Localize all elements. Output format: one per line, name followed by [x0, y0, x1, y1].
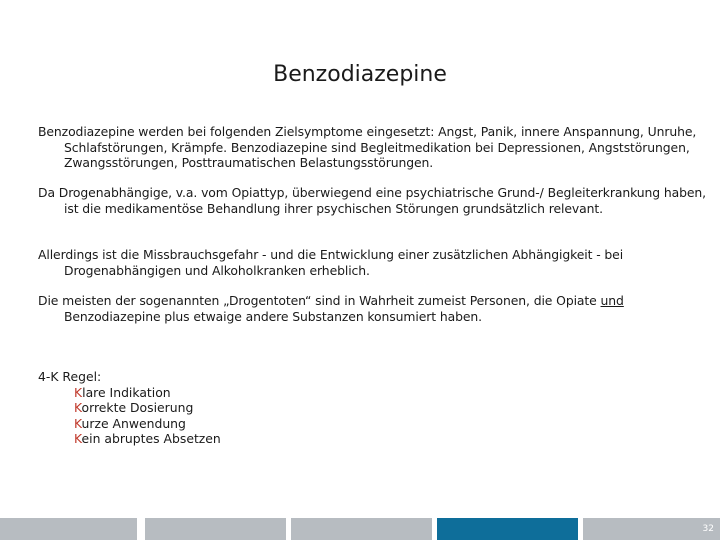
footer-segment	[0, 518, 137, 540]
rule-k-letter: K	[74, 415, 82, 431]
rule-k-letter: K	[74, 431, 82, 446]
rule-k-letter: K	[74, 400, 82, 415]
rule-item-text: urze Anwendung	[81, 415, 186, 431]
rule-item-kein-abruptes-absetzen	[38, 431, 221, 447]
page-number: 32	[702, 524, 714, 534]
rule-item-text: lare Indikation	[82, 384, 171, 400]
rule-item-korrekte-dosierung	[38, 400, 221, 416]
footer-segment	[291, 518, 432, 540]
rule-item-text: ein abruptes Absetzen	[81, 431, 221, 446]
four-k-rule	[38, 369, 221, 447]
paragraph-drogentote-before: Die meisten der sogenannten „Drogentoten“ sind in Wahrheit zumeist Personen, die Opiate	[38, 293, 601, 308]
footer-segment	[145, 518, 286, 540]
slide-title: Benzodiazepine	[273, 62, 447, 87]
rule-item-text: orrekte Dosierung	[81, 400, 194, 415]
rule-k-letter: K	[74, 384, 83, 400]
paragraph-zielsymptome: Benzodiazepine werden bei folgenden Zielsymptome eingesetzt: Angst, Panik, innere Anspannung, Unruhe, Schlafstörungen, Krämpfe. Benzodiazepine sind Begleitmedikation bei Depressionen, Angststörungen, Zwangsstörungen, Posttraumatischen Belastungsstörungen.	[38, 124, 697, 170]
footer-segment	[583, 518, 720, 540]
rule-heading: 4-K Regel:	[38, 369, 102, 384]
paragraph-drogentote-after: Benzodiazepine plus etwaige andere Substanzen konsumiert haben.	[64, 308, 482, 324]
paragraph-missbrauchsgefahr: Allerdings ist die Missbrauchsgefahr - und die Entwicklung einer zusätzlichen Abhängigkeit - bei Drogenabhängigen und Alkoholkranken erheblich.	[38, 247, 624, 278]
paragraph-drogenabhaengige: Da Drogenabhängige, v.a. vom Opiattyp, überwiegend eine psychiatrische Grund-/ Begleiterkrankung haben, ist die medikamentöse Behandlung ihrer psychischen Störungen grundsätzlich relevant.	[38, 185, 706, 216]
rule-item-klare-indikation	[38, 385, 221, 401]
underlined-und: und	[600, 293, 624, 308]
footer-segment-active	[437, 518, 578, 540]
rule-item-kurze-anwendung	[38, 416, 221, 432]
footer-bar	[0, 518, 720, 540]
paragraph-drogentote	[38, 293, 714, 324]
